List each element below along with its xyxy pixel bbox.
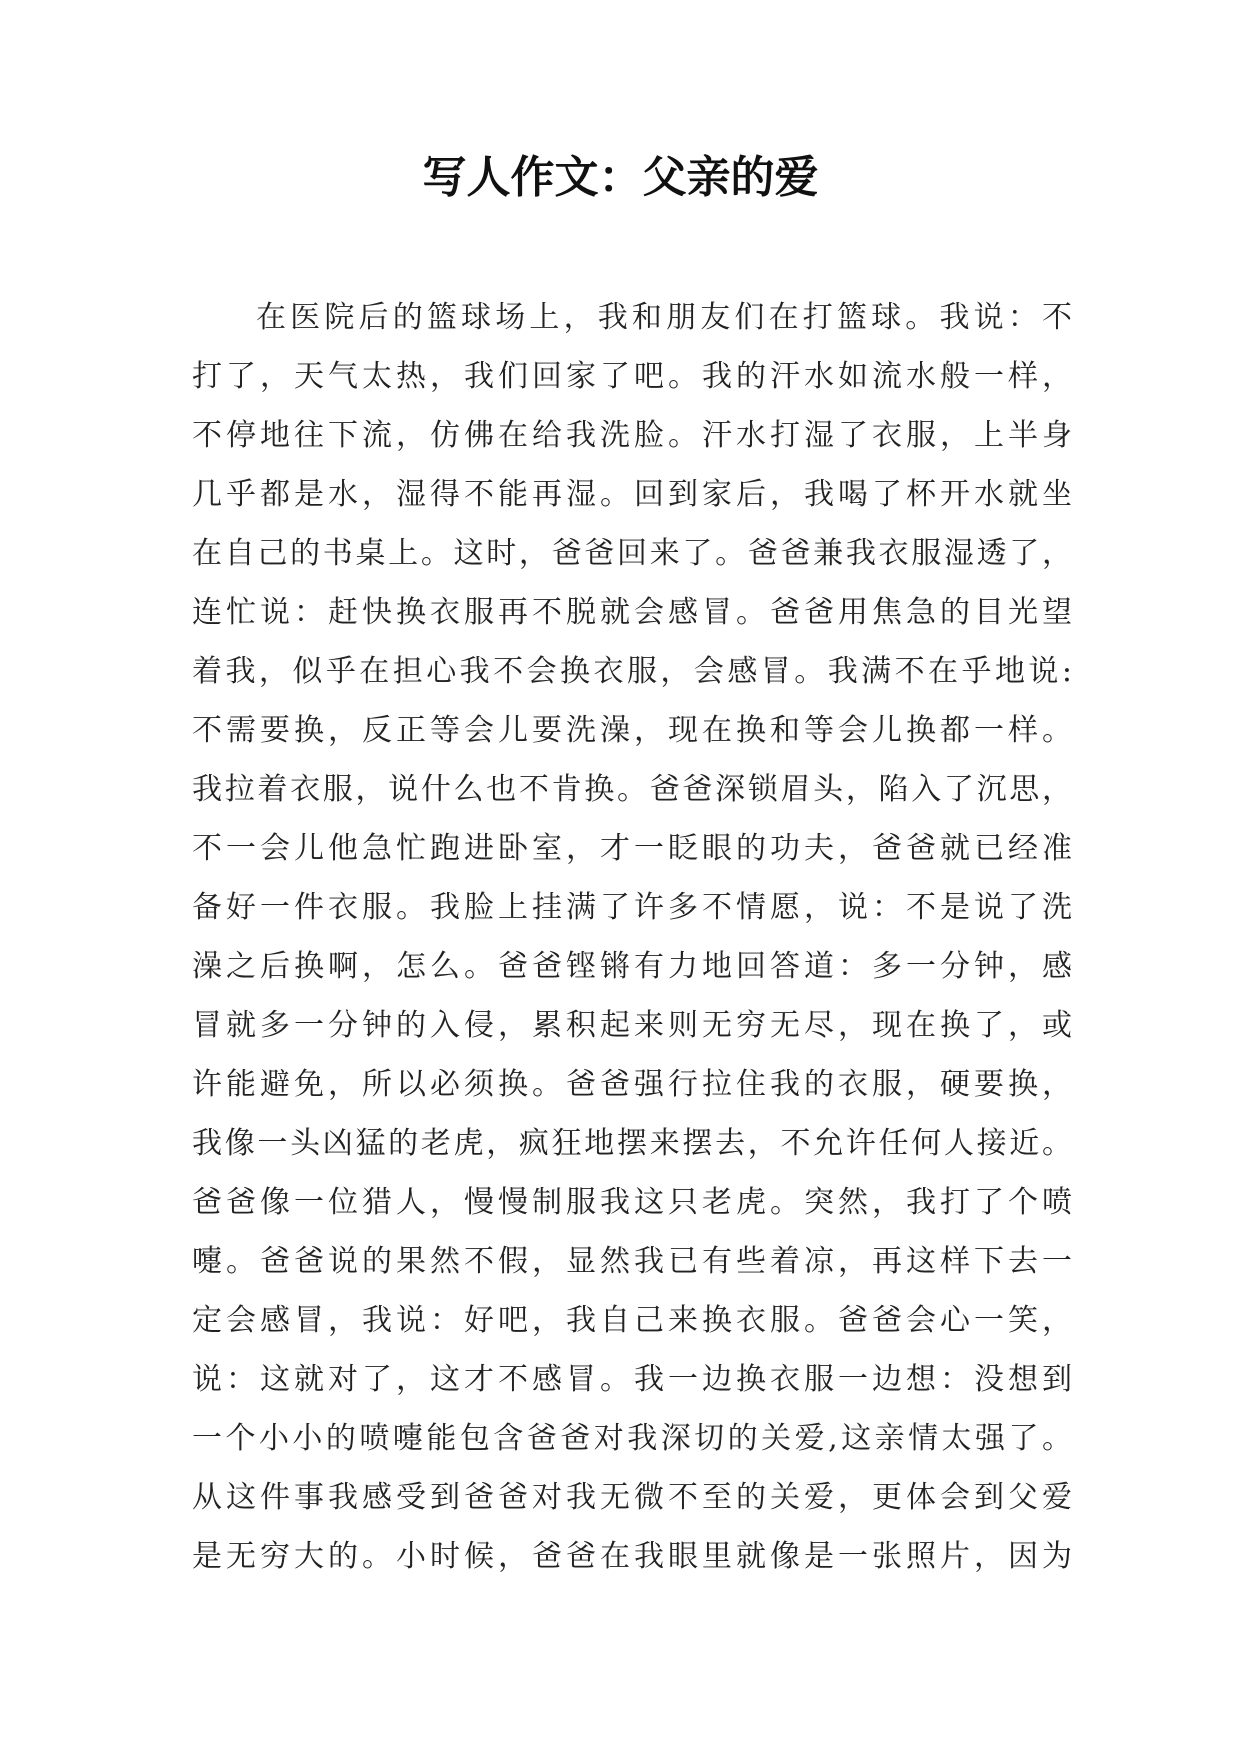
paragraph-line: 从这件事我感受到爸爸对我无微不至的关爱，更体会到父爱 (192, 1480, 1072, 1515)
paragraph-line: 在医院后的篮球场上，我和朋友们在打篮球。我说：不 (256, 300, 1072, 335)
paragraph-line: 我拉着衣服，说什么也不肯换。爸爸深锁眉头，陷入了沉思， (192, 772, 1072, 807)
paragraph-line: 冒就多一分钟的入侵，累积起来则无穷无尽，现在换了，或 (192, 1008, 1072, 1043)
paragraph-line: 不需要换，反正等会儿要洗澡，现在换和等会儿换都一样。 (192, 713, 1072, 748)
paragraph-line: 不停地往下流，仿佛在给我洗脸。汗水打湿了衣服，上半身 (192, 418, 1072, 453)
paragraph-line: 许能避免，所以必须换。爸爸强行拉住我的衣服，硬要换， (192, 1067, 1072, 1102)
paragraph-line: 爸爸像一位猎人，慢慢制服我这只老虎。突然，我打了个喷 (192, 1185, 1072, 1220)
paragraph-line: 连忙说：赶快换衣服再不脱就会感冒。爸爸用焦急的目光望 (192, 595, 1072, 630)
paragraph-line: 我像一头凶猛的老虎，疯狂地摆来摆去，不允许任何人接近。 (192, 1126, 1072, 1161)
paragraph-line: 澡之后换啊，怎么。爸爸铿锵有力地回答道：多一分钟，感 (192, 949, 1072, 984)
paragraph-line: 几乎都是水，湿得不能再湿。回到家后，我喝了杯开水就坐 (192, 477, 1072, 512)
paragraph-line: 定会感冒，我说：好吧，我自己来换衣服。爸爸会心一笑， (192, 1303, 1072, 1338)
paragraph-line: 说：这就对了，这才不感冒。我一边换衣服一边想：没想到 (192, 1362, 1072, 1397)
paragraph-line: 不一会儿他急忙跑进卧室，才一眨眼的功夫，爸爸就已经准 (192, 831, 1072, 866)
paragraph-line: 是无穷大的。小时候，爸爸在我眼里就像是一张照片，因为 (192, 1539, 1072, 1574)
paragraph-line: 嚏。爸爸说的果然不假，显然我已有些着凉，再这样下去一 (192, 1244, 1072, 1279)
paragraph-line: 打了，天气太热，我们回家了吧。我的汗水如流水般一样， (192, 359, 1072, 394)
paragraph-line: 一个小小的喷嚏能包含爸爸对我深切的关爱,这亲情太强了。 (192, 1421, 1072, 1456)
paragraph-line: 着我，似乎在担心我不会换衣服，会感冒。我满不在乎地说: (192, 654, 1072, 689)
paragraph-line: 在自己的书桌上。这时，爸爸回来了。爸爸兼我衣服湿透了， (192, 536, 1072, 571)
document-body (192, 288, 1072, 1586)
paragraph-line: 备好一件衣服。我脸上挂满了许多不情愿，说：不是说了洗 (192, 890, 1072, 925)
document-title: 写人作文：父亲的爱 (422, 152, 819, 203)
